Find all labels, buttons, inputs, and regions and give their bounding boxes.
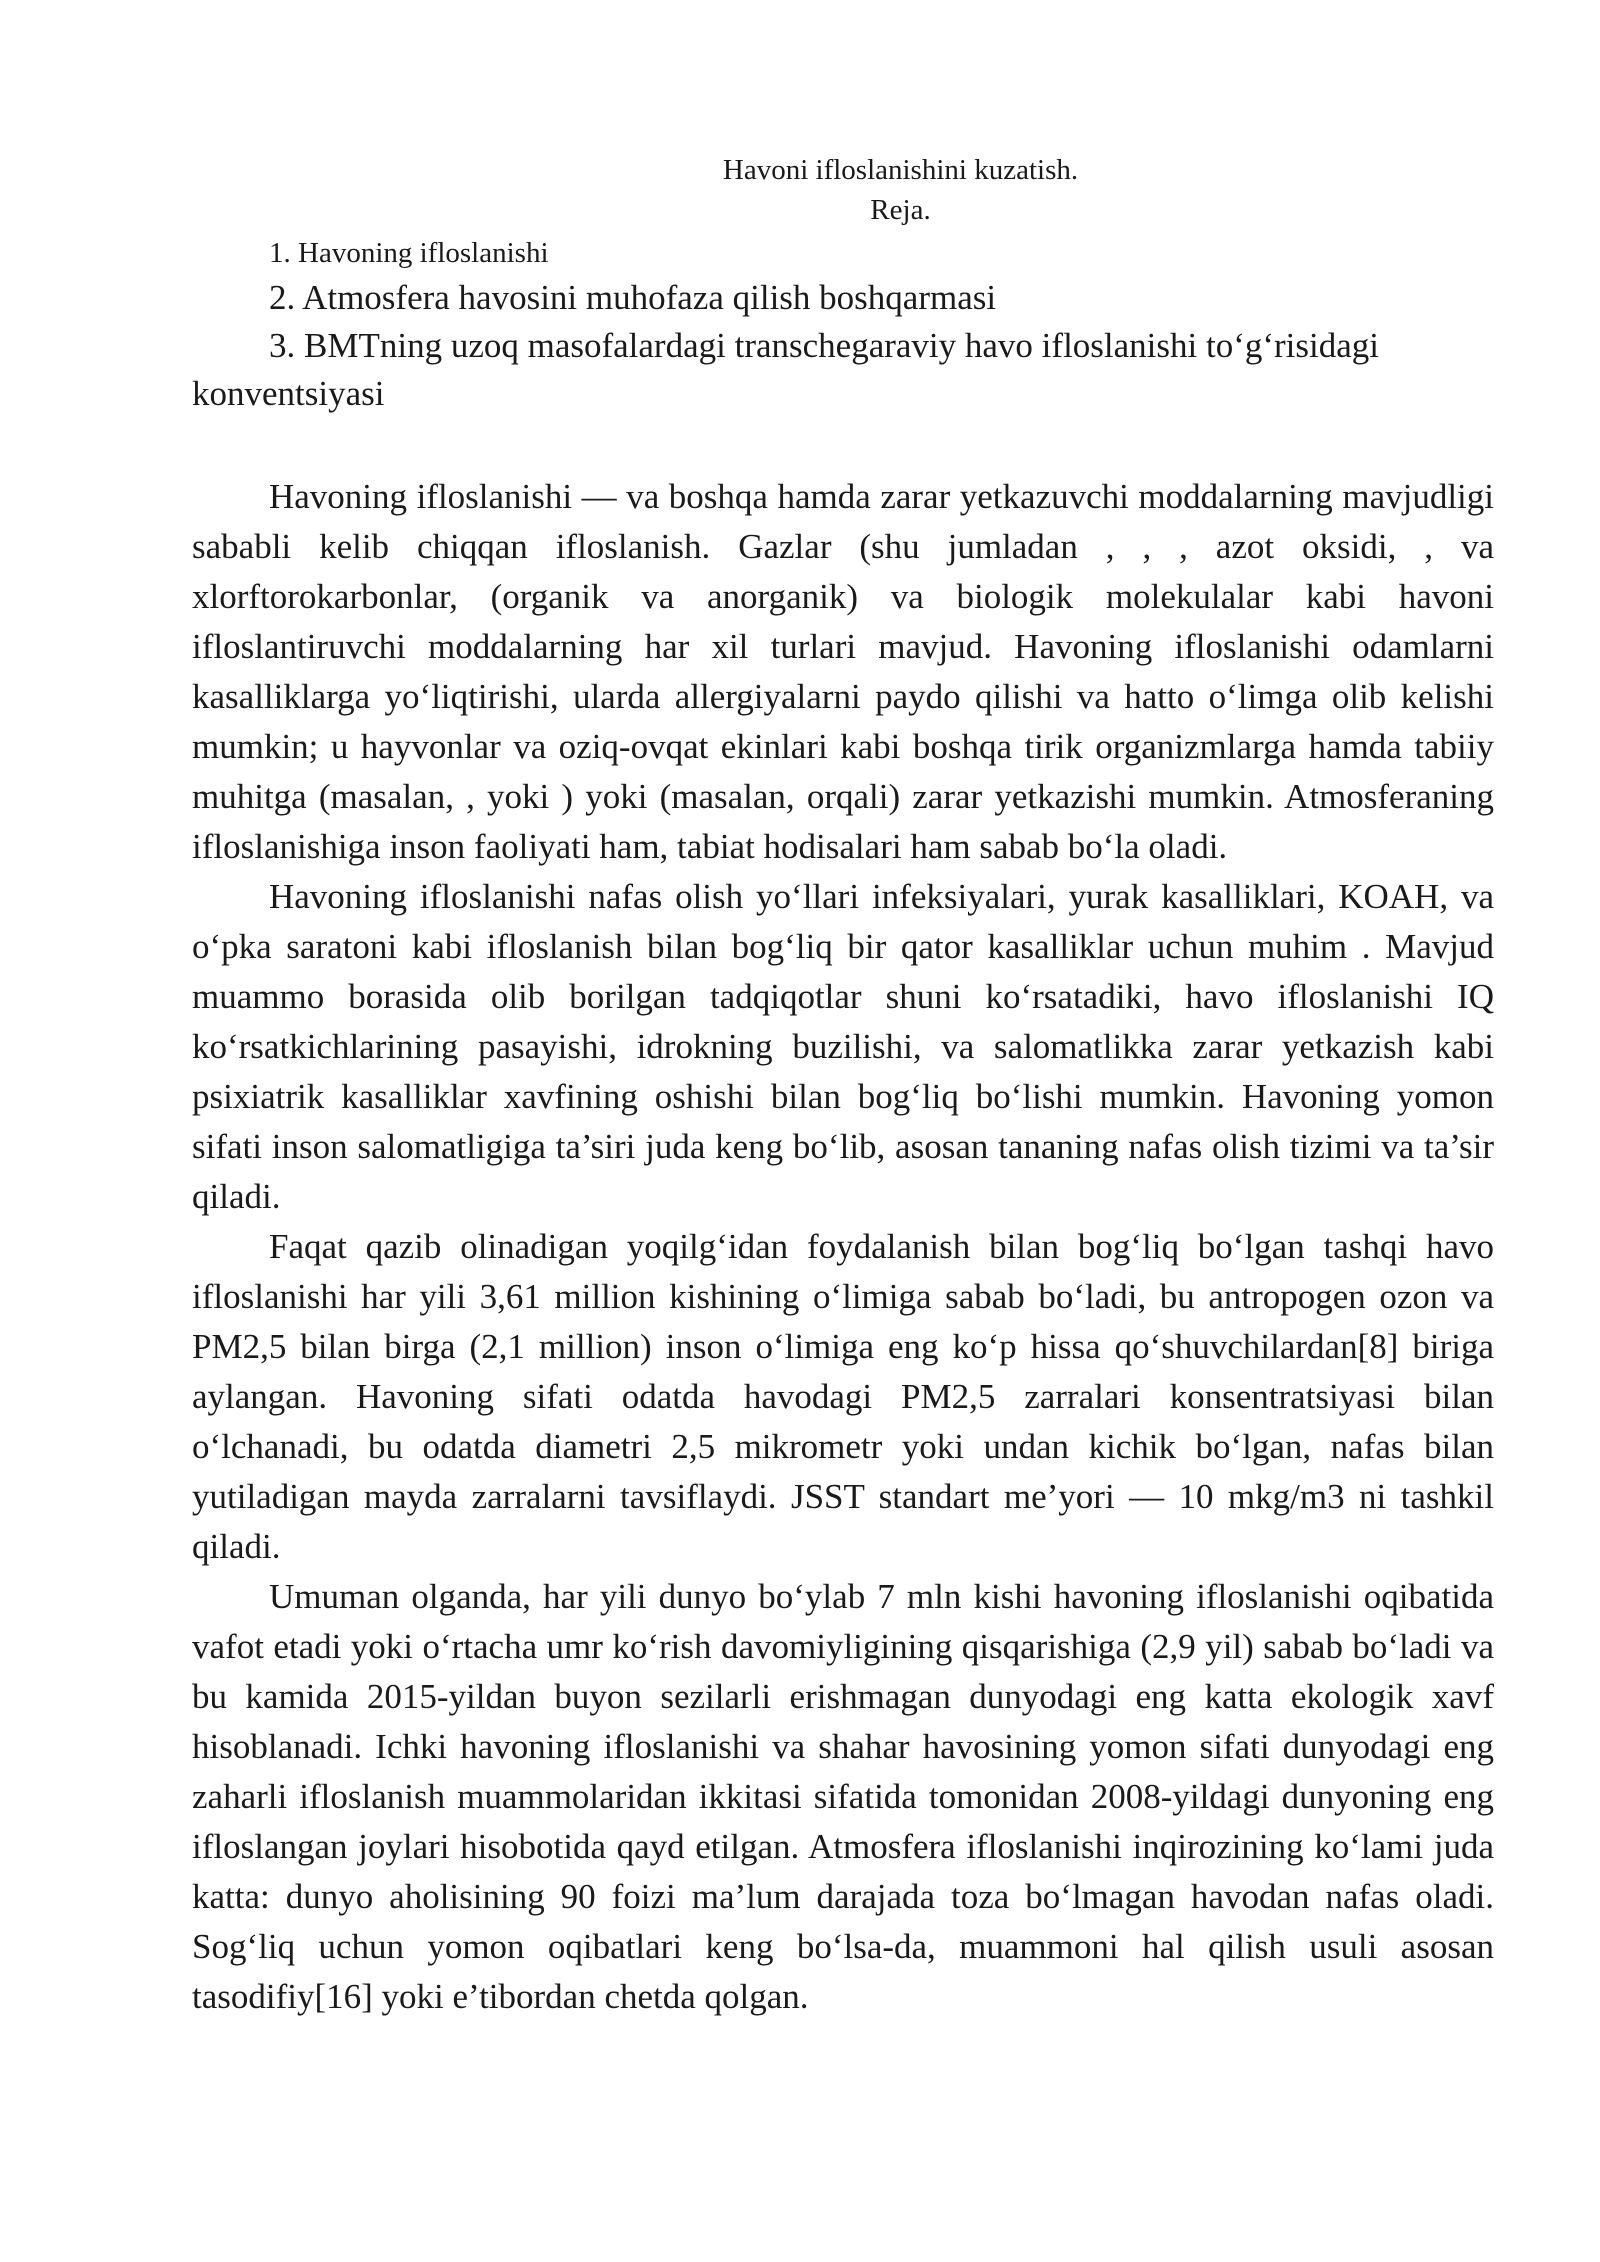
plan-list <box>192 232 1494 418</box>
plan-heading: Reja. <box>870 194 931 226</box>
document-page <box>192 150 1494 2022</box>
paragraph-3: Faqat qazib olinadigan yoqilg‘idan foydalanish bilan bog‘liq bo‘lgan tashqi havo ifloslanishi har yili 3,61 million kishining o‘limiga sabab bo‘ladi, bu antropogen ozon va PM2,5 bilan birga (2,1 million) inson o‘limiga eng ko‘p hissa qo‘shuvchilardan[8] biriga aylangan. Havoning sifati odatda havodagi PM2,5 zarralari konsentratsiyasi bilan o‘lchanadi, bu odatda diametri 2,5 mikrometr yoki undan kichik bo‘lgan, nafas bilan yutiladigan mayda zarralarni tavsiflaydi. JSST standart me’yori — 10 mkg/m3 ni tashkil qiladi. <box>192 1227 1494 1566</box>
paragraph-4: Umuman olganda, har yili dunyo bo‘ylab 7 mln kishi havoning ifloslanishi oqibatida vafot etadi yoki o‘rtacha umr ko‘rish davomiyligining qisqarishiga (2,9 yil) sabab bo‘ladi va bu kamida 2015-yildan buyon sezilarli erishmagan dunyodagi eng katta ekologik xavf hisoblanadi. Ichki havoning ifloslanishi va shahar havosining yomon sifati dunyodagi eng zaharli ifloslanish muammolaridan ikkitasi sifatida tomonidan 2008-yildagi dunyoning eng ifloslangan joylari hisobotida qayd etilgan. Atmosfera ifloslanishi inqirozining ko‘lami juda katta: dunyo aholisining 90 foizi ma’lum darajada toza bo‘lmagan havodan nafas oladi. Sog‘liq uchun yomon oqibatlari keng bo‘lsa-da, muammoni hal qilish usuli asosan tasodifiy[16] yoki e’tibordan chetda qolgan. <box>192 1577 1494 2016</box>
plan-item-1: 1. Havoning ifloslanishi <box>269 237 549 269</box>
document-title: Havoni ifloslanishini kuzatish. <box>722 154 1079 186</box>
paragraph-1: Havoning ifloslanishi — va boshqa hamda zarar yetkazuvchi moddalarning mavjudligi sababli kelib chiqqan ifloslanish. Gazlar (shu jumladan , , , azot oksidi, , va xlorftorokarbonlar, (organik va anorganik) va biologik molekulalar kabi havoni ifloslantiruvchi moddalarning har xil turlari mavjud. Havoning ifloslanishi odamlarni kasalliklarga yo‘liqtirishi, ularda allergiyalarni paydo qilishi va hatto o‘limga olib kelishi mumkin; u hayvonlar va oziq-ovqat ekinlari kabi boshqa tirik organizmlarga hamda tabiiy muhitga (masalan, , yoki ) yoki (masalan, orqali) zarar yetkazishi mumkin. Atmosferaning ifloslanishiga inson faoliyati ham, tabiat hodisalari ham sabab bo‘la oladi. <box>192 477 1494 866</box>
body-text <box>192 472 1494 2022</box>
section-spacer <box>192 418 1494 472</box>
paragraph-2: Havoning ifloslanishi nafas olish yo‘llari infeksiyalari, yurak kasalliklari, KOAH, va o‘pka saratoni kabi ifloslanish bilan bog‘liq bir qator kasalliklar uchun muhim . Mavjud muammo borasida olib borilgan tadqiqotlar shuni ko‘rsatadiki, havo ifloslanishi IQ ko‘rsatkichlarining pasayishi, idrokning buzilishi, va salomatlikka zarar yetkazish kabi psixiatrik kasalliklar xavfining oshishi bilan bog‘liq bo‘lishi mumkin. Havoning yomon sifati inson salomatligiga ta’siri juda keng bo‘lib, asosan tananing nafas olish tizimi va ta’sir qiladi. <box>192 877 1494 1216</box>
plan-item-2: 2. Atmosfera havosini muhofaza qilish boshqarmasi <box>269 278 997 317</box>
plan-item-3: 3. BMTning uzoq masofalardagi transchegaraviy havo ifloslanishi to‘g‘risidagi konventsiyasi <box>192 326 1380 413</box>
